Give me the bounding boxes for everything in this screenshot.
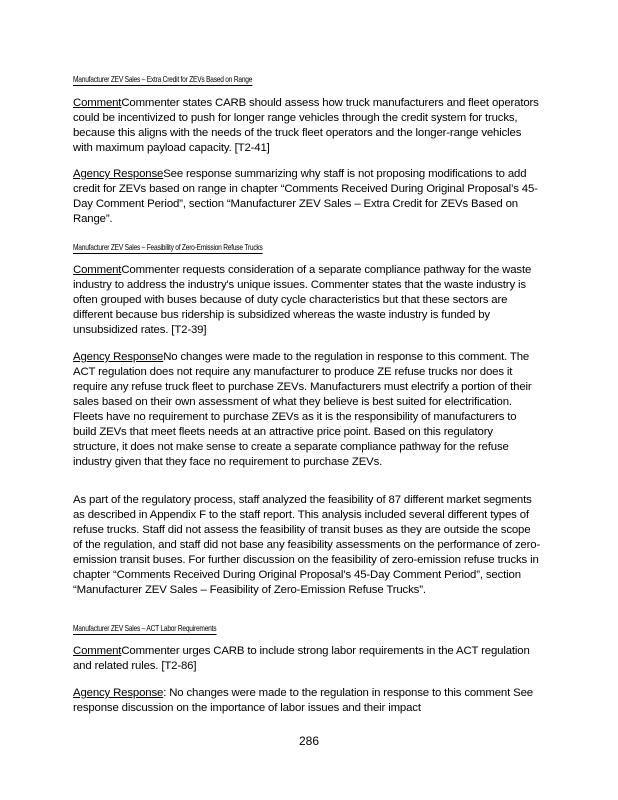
section-heading-refuse-trucks: Manufacturer ZEV Sales – Feasibility of Zero-Emission Refuse Trucks — [73, 242, 263, 252]
section-heading-range-credit: Manufacturer ZEV Sales – Extra Credit for ZEVs Based on Range — [73, 74, 253, 84]
comment-label: Comment — [73, 264, 122, 276]
agency-response-text: No changes were made to the regulation in response to this comment. The ACT regulation does not require any manufacturer to produce ZE refuse trucks nor does it require any refuse truck fleet to purchase ZEVs. Manufacturers must electrify a portion of their sales based on their own assessment of what they believe is best suited for electrification. Fleets have no requirement to purchase ZEVs as it is the responsibility of manufacturers to build ZEVs that meet fleets needs at an attractive price point. Based on this regulatory structure, it does not make sense to create a separate compliance pathway for the refuse industry given that they face no requirement to purchase ZEVs. — [73, 351, 532, 468]
agency-response-label: Agency Response — [73, 351, 164, 363]
section-heading-labor-requirements: Manufacturer ZEV Sales – ACT Labor Requirements — [73, 623, 217, 633]
agency-response-label: Agency Response — [73, 168, 164, 180]
agency-response-text: See response summarizing why staff is not proposing modifications to add credit for ZEVs based on range in chapter “Comments Received During Original Proposal’s 45-Day Comment Period”, section “Manufacturer ZEV Sales – Extra Credit for ZEVs Based on Range”. — [73, 168, 538, 225]
comment-block-refuse-trucks — [73, 263, 541, 338]
response-block-range-credit — [73, 167, 541, 227]
comment-text: Commenter requests consideration of a separate compliance pathway for the waste industry to address the industry's unique issues. Commenter states that the waste industry is often grouped with buses because of duty cycle characteristics but that these sectors are different because bus ridership is subsidized whereas the waste industry is funded by unsubsidized rates. [T2-39] — [73, 264, 532, 336]
comment-label: Comment — [73, 645, 122, 657]
comment-text: Commenter urges CARB to include strong labor requirements in the ACT regulation and related rules. [T2-86] — [73, 645, 530, 672]
agency-response-text: : No changes were made to the regulation in response to this comment See response discussion on the importance of labor issues and their impact — [73, 687, 533, 714]
staff-analysis-paragraph: As part of the regulatory process, staff analyzed the feasibility of 87 different market segments as described in Appendix F to the staff report. This analysis included several different types of refuse trucks. Staff did not assess the feasibility of transit buses as they are outside the scope of the regulation, and staff did not base any feasibility assessments on the performance of zero-emission transit buses. For further discussion on the feasibility of zero-emission refuse trucks in chapter “Comments Received During Original Proposal’s 45-Day Comment Period”, section “Manufacturer ZEV Sales – Feasibility of Zero-Emission Refuse Trucks”. — [73, 494, 541, 596]
response-block-refuse-trucks — [73, 350, 541, 470]
comment-block-labor — [73, 644, 541, 674]
comment-text: Commenter states CARB should assess how truck manufacturers and fleet operators could be incentivized to push for longer range vehicles through the credit system for trucks, because this aligns with the needs of the truck fleet operators and the longer-range vehicles with maximum payload capacity. [T2-41] — [73, 97, 539, 154]
comment-block-range-credit — [73, 96, 541, 156]
comment-label: Comment — [73, 97, 122, 109]
response-block-labor — [73, 686, 541, 716]
page-number: 286 — [298, 734, 320, 748]
agency-response-label: Agency Response — [73, 687, 164, 699]
